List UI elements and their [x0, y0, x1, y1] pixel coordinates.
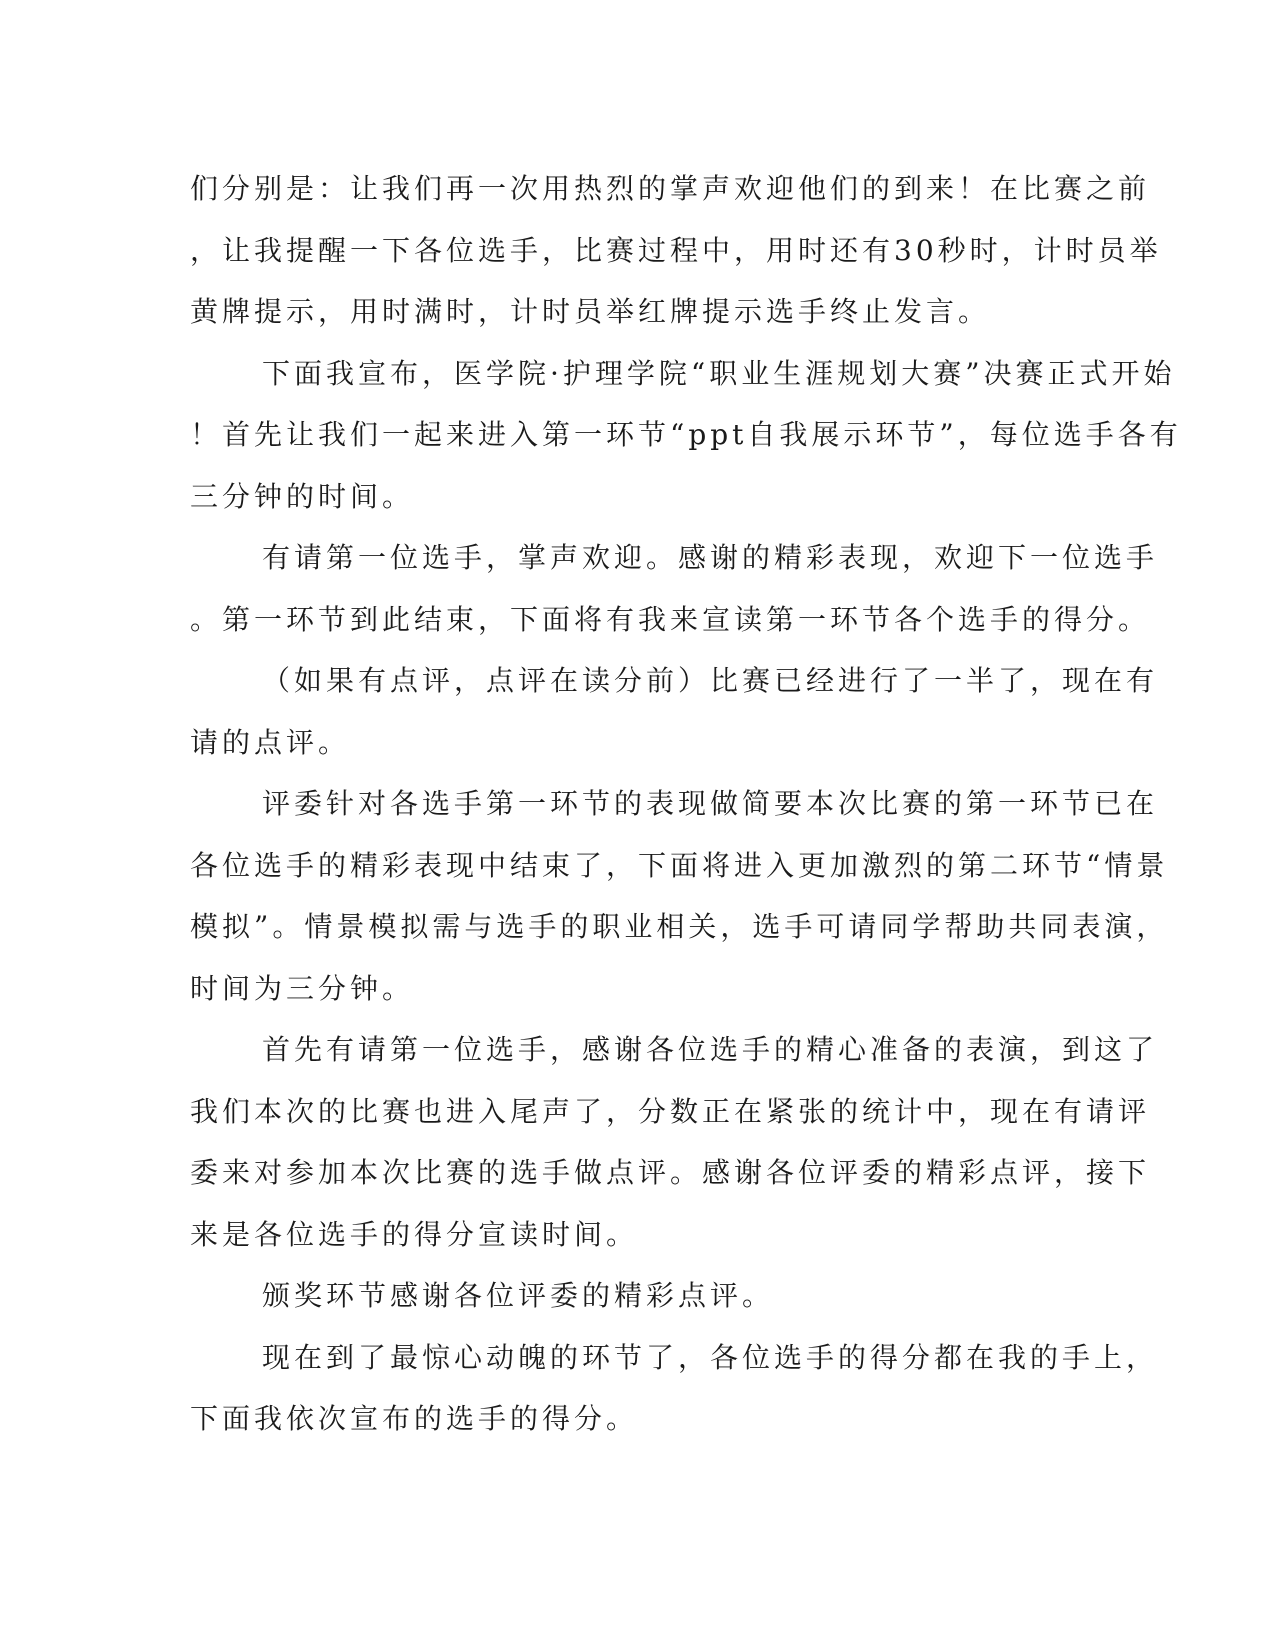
text-line: 委来对参加本次比赛的选手做点评。感谢各位评委的精彩点评，接下: [190, 1156, 1151, 1189]
paragraph-start-line: 现在到了最惊心动魄的环节了，各位选手的得分都在我的手上，: [262, 1340, 1159, 1374]
text-line: ，让我提醒一下各位选手，比赛过程中，用时还有30秒时，计时员举: [190, 233, 1162, 267]
text-line: 我们本次的比赛也进入尾声了，分数正在紧张的统计中，现在有请评: [190, 1094, 1151, 1128]
text-line: 请的点评。: [190, 725, 351, 759]
text-line: ！首先让我们一起来进入第一环节“ppt自我展示环节”，每位选手各有: [190, 418, 1182, 451]
paragraph-start-line: （如果有点评，点评在读分前）比赛已经进行了一半了，现在有: [262, 664, 1159, 697]
paragraph-start-line: 下面我宣布，医学院·护理学院“职业生涯规划大赛”决赛正式开始: [262, 356, 1176, 390]
paragraph-start-line: 首先有请第一位选手，感谢各位选手的精心准备的表演，到这了: [262, 1033, 1159, 1066]
paragraph-start-line: 评委针对各选手第一环节的表现做简要本次比赛的第一环节已在: [262, 787, 1159, 820]
paragraph-start-line: 颁奖环节感谢各位评委的精彩点评。: [262, 1279, 775, 1312]
document-body: [190, 158, 1182, 1450]
text-line: 。第一环节到此结束，下面将有我来宣读第一环节各个选手的得分。: [190, 602, 1151, 636]
text-line: 时间为三分钟。: [190, 971, 415, 1005]
text-line: 下面我依次宣布的选手的得分。: [190, 1402, 639, 1435]
text-line: 三分钟的时间。: [190, 479, 415, 513]
text-line: 来是各位选手的得分宣读时间。: [190, 1217, 639, 1251]
paragraph-start-line: 有请第一位选手，掌声欢迎。感谢的精彩表现，欢迎下一位选手: [262, 541, 1159, 574]
text-line: 模拟”。情景模拟需与选手的职业相关，选手可请同学帮助共同表演，: [190, 910, 1169, 943]
text-line: 们分别是：让我们再一次用热烈的掌声欢迎他们的到来！在比赛之前: [190, 172, 1151, 205]
text-line: 黄牌提示，用时满时，计时员举红牌提示选手终止发言。: [190, 295, 991, 328]
text-line: 各位选手的精彩表现中结束了，下面将进入更加激烈的第二环节“情景: [190, 848, 1169, 882]
